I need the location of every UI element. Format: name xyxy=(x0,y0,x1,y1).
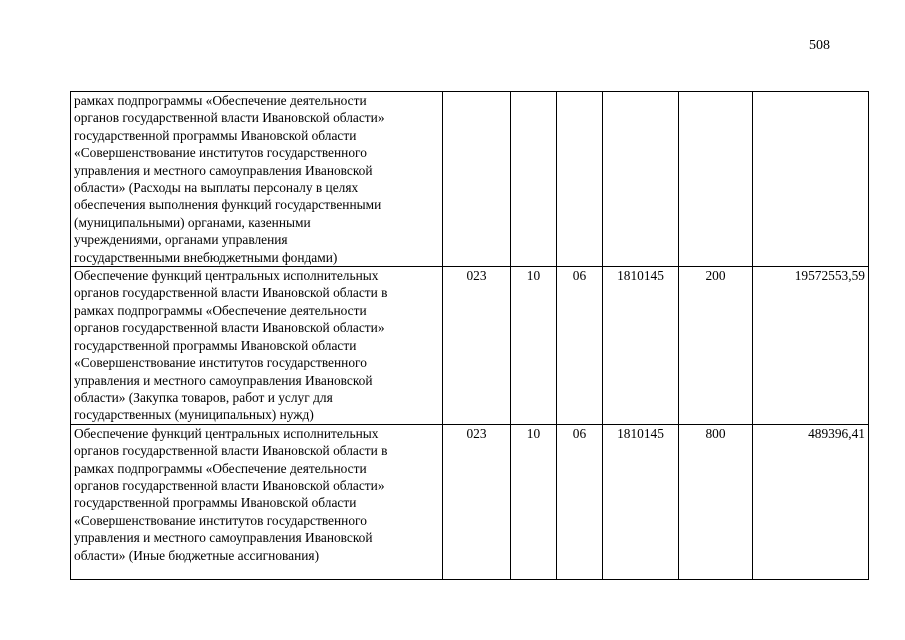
table-row xyxy=(71,92,869,267)
expense-type-cell: 800 xyxy=(679,424,753,579)
subsection-code-cell xyxy=(557,92,603,267)
admin-code-cell: 023 xyxy=(443,424,511,579)
target-code-cell xyxy=(603,92,679,267)
admin-code-cell: 023 xyxy=(443,267,511,425)
table-row xyxy=(71,267,869,425)
page-number: 508 xyxy=(809,38,830,53)
budget-table xyxy=(70,91,869,580)
target-code-cell: 1810145 xyxy=(603,424,679,579)
subsection-code-cell: 06 xyxy=(557,424,603,579)
sum-cell xyxy=(753,92,869,267)
expense-name-cell: рамках подпрограммы «Обеспечение деятельности органов государственной власти Ивановской области» государственной программы Ивановской области «Совершенствование институтов государственного управления и местного самоуправления Ивановской области» (Расходы на выплаты персоналу в целях обеспечения выполнения функций государственными (муниципальными) органами, казенными учреждениями, органами управления государственными внебюджетными фондами) xyxy=(71,92,443,267)
subsection-code-cell: 06 xyxy=(557,267,603,425)
expense-name-cell: Обеспечение функций центральных исполнительных органов государственной власти Ивановской области в рамках подпрограммы «Обеспечение деятельности органов государственной власти Ивановской области» государственной программы Ивановской области «Совершенствование институтов государственного управления и местного самоуправления Ивановской области» (Иные бюджетные ассигнования) xyxy=(71,424,443,579)
section-code-cell: 10 xyxy=(511,424,557,579)
table-row xyxy=(71,424,869,579)
expense-name-cell: Обеспечение функций центральных исполнительных органов государственной власти Ивановской области в рамках подпрограммы «Обеспечение деятельности органов государственной власти Ивановской области» государственной программы Ивановской области «Совершенствование институтов государственного управления и местного самоуправления Ивановской области» (Закупка товаров, работ и услуг для государственных (муниципальных) нужд) xyxy=(71,267,443,425)
sum-cell: 489396,41 xyxy=(753,424,869,579)
section-code-cell xyxy=(511,92,557,267)
target-code-cell: 1810145 xyxy=(603,267,679,425)
admin-code-cell xyxy=(443,92,511,267)
expense-type-cell: 200 xyxy=(679,267,753,425)
sum-cell: 19572553,59 xyxy=(753,267,869,425)
section-code-cell: 10 xyxy=(511,267,557,425)
expense-type-cell xyxy=(679,92,753,267)
